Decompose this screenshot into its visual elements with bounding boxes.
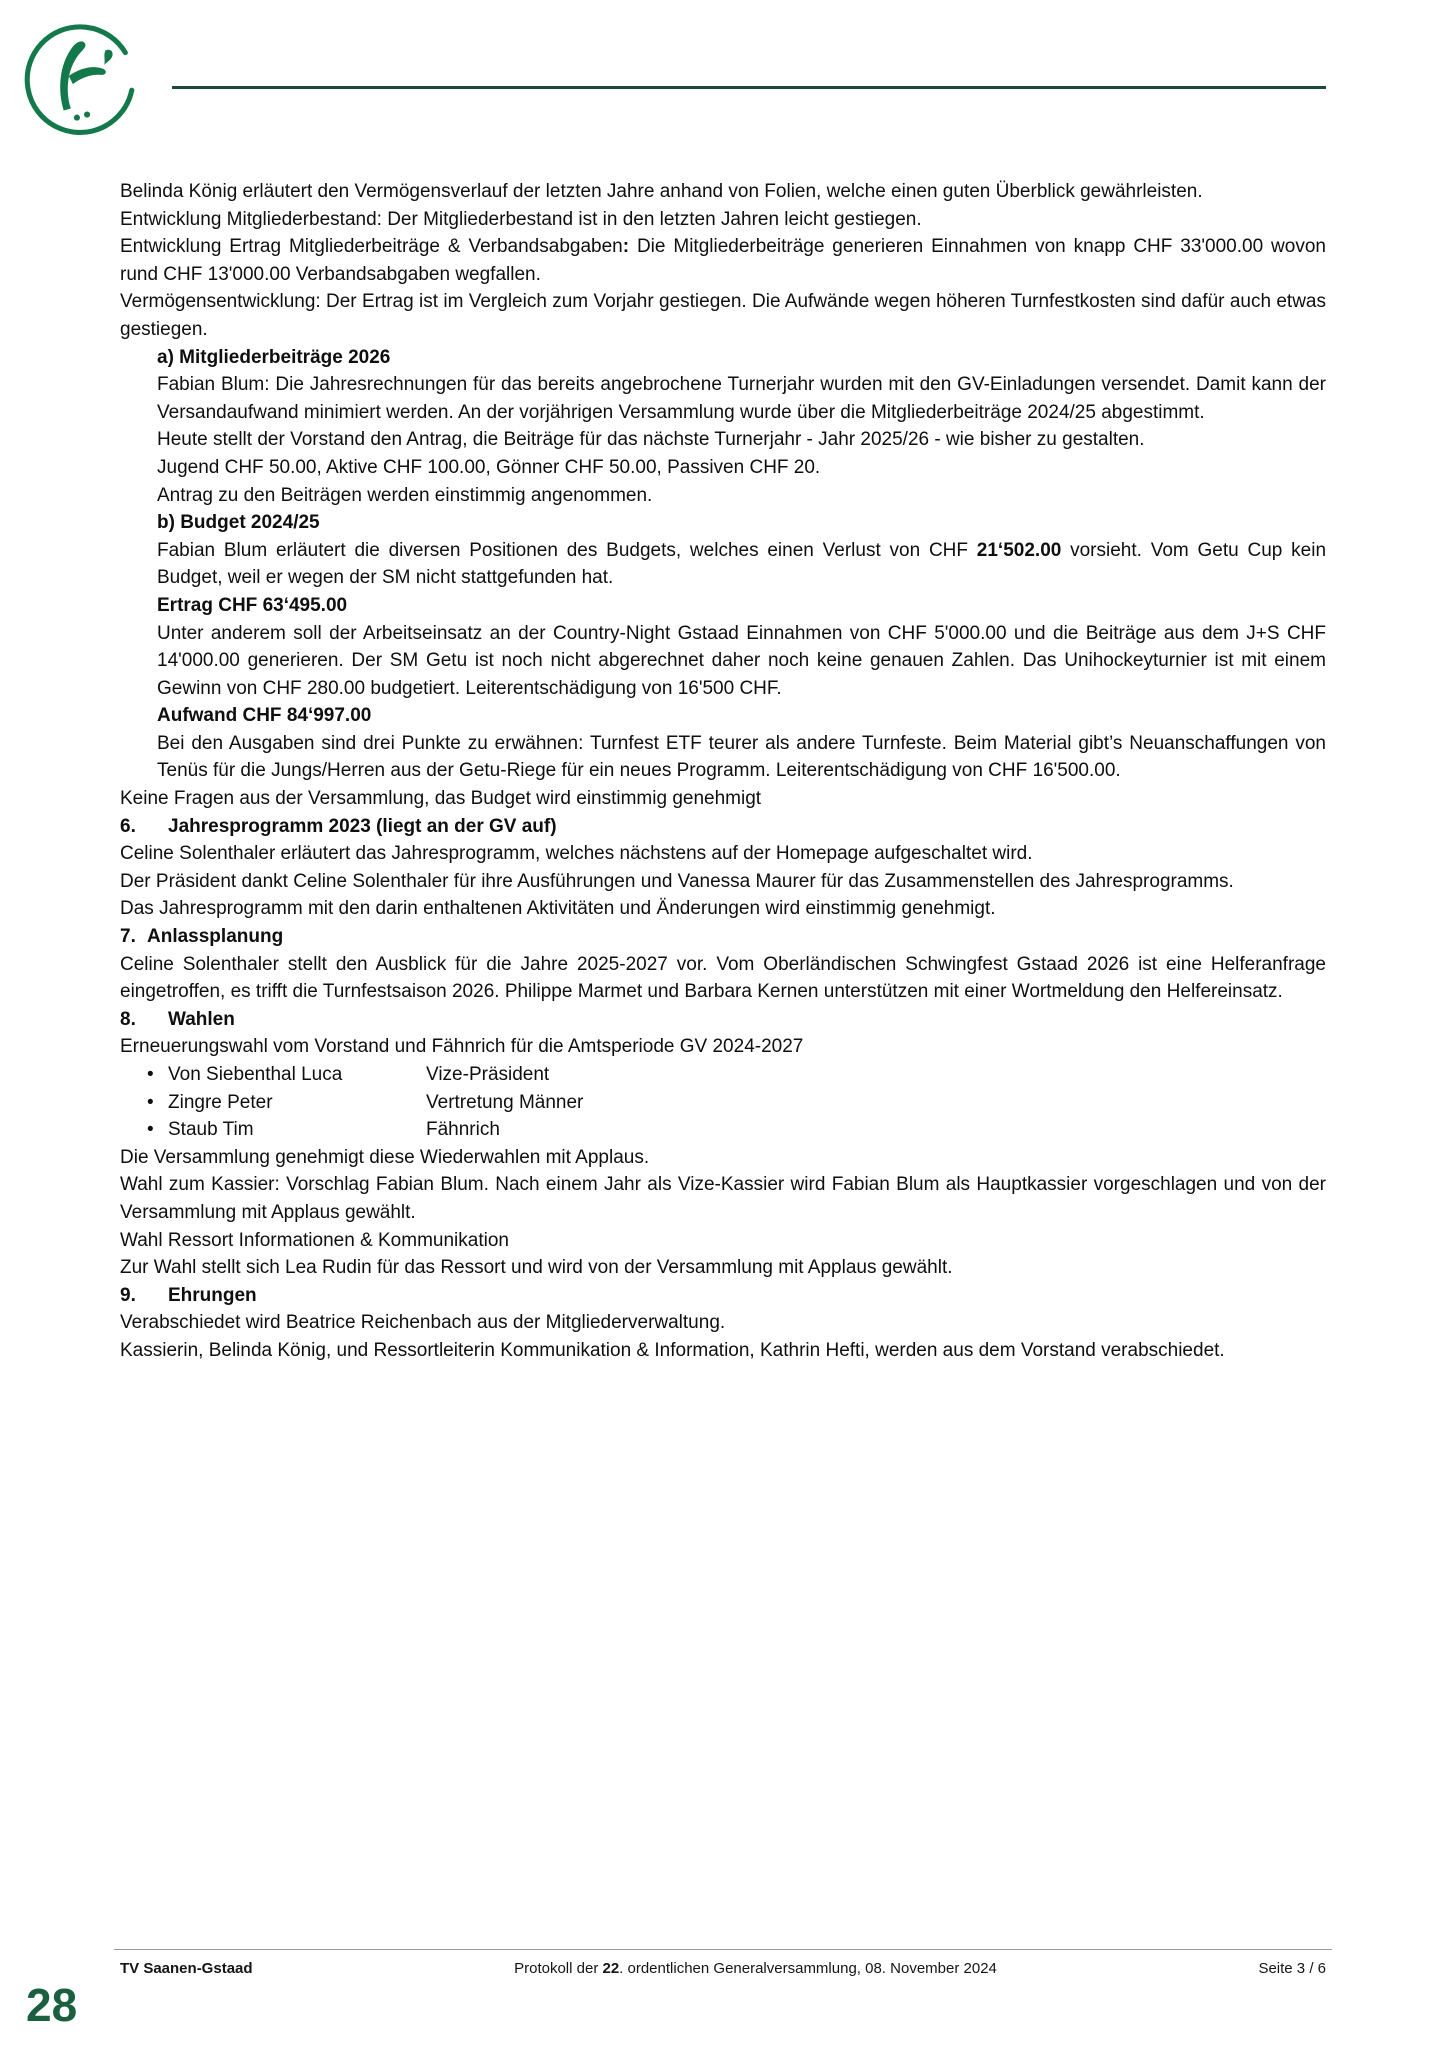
- section-title: Jahresprogramm 2023 (liegt an der GV auf): [168, 815, 557, 837]
- paragraph: Jugend CHF 50.00, Aktive CHF 100.00, Gönner CHF 50.00, Passiven CHF 20.: [157, 456, 821, 478]
- candidate-name: Von Siebenthal Luca: [168, 1064, 343, 1085]
- section-title: Wahlen: [168, 1008, 235, 1030]
- document-body: [120, 178, 1326, 1365]
- section-number: 9.: [120, 1284, 136, 1306]
- paragraph: Heute stellt der Vorstand den Antrag, die Beiträge für das nächste Turnerjahr - Jahr 2025/26 - wie bisher zu gestalten.: [157, 429, 1145, 451]
- paragraph: Belinda König erläutert den Vermögensverlauf der letzten Jahre anhand von Folien, welche einen guten Überblick gewährleisten.: [120, 181, 1203, 202]
- page-number-large: 28: [26, 1979, 78, 2031]
- list-item: [120, 1089, 1326, 1117]
- paragraph: Antrag zu den Beiträgen werden einstimmig angenommen.: [157, 484, 653, 506]
- section-number: 6.: [120, 815, 136, 837]
- footer-document-title: [253, 1960, 1259, 1977]
- paragraph: Die Versammlung genehmigt diese Wiederwahlen mit Applaus.: [120, 1146, 650, 1168]
- section-heading-9: [120, 1282, 1326, 1310]
- paragraph: Kassierin, Belinda König, und Ressortleiterin Kommunikation & Information, Kathrin Hefti, werden aus dem Vorstand verabschiedet.: [120, 1339, 1225, 1361]
- bullet-icon: •: [147, 1119, 154, 1141]
- paragraph: Celine Solenthaler erläutert das Jahresprogramm, welches nächstens auf der Homepage aufgeschaltet wird.: [120, 843, 1033, 865]
- ertrag-heading: Ertrag CHF 63‘495.00: [157, 594, 348, 616]
- election-list: [120, 1061, 1326, 1144]
- candidate-role: Fähnrich: [426, 1119, 500, 1141]
- paragraph-text: Entwicklung Ertrag Mitgliederbeiträge & Verbandsabgaben: [120, 236, 623, 258]
- footer: [120, 1960, 1326, 1977]
- section-heading-7: [120, 923, 1326, 951]
- paragraph-bold-text: :: [622, 236, 630, 258]
- indented-block: [157, 344, 1326, 786]
- list-item: [120, 1061, 1326, 1089]
- paragraph-text: Fabian Blum erläutert die diversen Positionen des Budgets, welches einen Verlust von CHF: [157, 539, 977, 561]
- paragraph: Erneuerungswahl vom Vorstand und Fähnrich für die Amtsperiode GV 2024-2027: [120, 1036, 804, 1058]
- subsection-heading-b: b) Budget 2024/25: [157, 512, 320, 534]
- budget-loss-amount: 21‘502.00: [976, 539, 1062, 561]
- section-title: Anlassplanung: [147, 926, 284, 948]
- list-item: [120, 1116, 1326, 1144]
- aufwand-heading: Aufwand CHF 84‘997.00: [157, 705, 372, 727]
- section-number: 8.: [120, 1008, 136, 1030]
- paragraph: Wahl zum Kassier: Vorschlag Fabian Blum. Nach einem Jahr als Vize-Kassier wird Fabian Blum als Hauptkassier vorgeschlagen und von der Versammlung mit Applaus gewählt.: [120, 1174, 1326, 1223]
- gymnast-icon: [16, 12, 148, 144]
- assembly-number: 22: [602, 1960, 620, 1977]
- paragraph: Bei den Ausgaben sind drei Punkte zu erwähnen: Turnfest ETF teurer als andere Turnfeste. Beim Material gibt’s Neuanschaffungen von Tenüs für die Jungs/Herren aus der Getu-Riege für ein neues Programm. Leiterentschädigung von CHF 16'500.00.: [157, 732, 1326, 782]
- paragraph: [157, 537, 1326, 592]
- paragraph: Das Jahresprogramm mit den darin enthaltenen Aktivitäten und Änderungen wird einstimmig genehmigt.: [120, 898, 996, 920]
- candidate-role: Vertretung Männer: [426, 1091, 584, 1113]
- paragraph: Der Präsident dankt Celine Solenthaler für ihre Ausführungen und Vanessa Maurer für das Zusammenstellen des Jahresprogramms.: [120, 870, 1234, 892]
- header-rule: [172, 86, 1326, 89]
- section-heading-6: [120, 813, 1326, 841]
- club-logo: [16, 12, 148, 144]
- paragraph: Verabschiedet wird Beatrice Reichenbach aus der Mitgliederverwaltung.: [120, 1312, 726, 1334]
- paragraph-text: vorsieht. Vom Getu Cup kein Budget, weil er wegen der SM nicht stattgefunden hat.: [157, 539, 1327, 589]
- section-number: 7.: [120, 926, 136, 948]
- paragraph: Unter anderem soll der Arbeitseinsatz an der Country-Night Gstaad Einnahmen von CHF 5'000.00 und die Beiträge aus dem J+S CHF 14'000.00 generieren. Der SM Getu ist noch nicht abgerechnet daher noch keine genauen Zahlen. Das Unihockeyturnier ist mit einem Gewinn von CHF 280.00 budgetiert. Leiterentschädigung von 16'500 CHF.: [157, 622, 1326, 699]
- footer-rule: [114, 1949, 1332, 1950]
- paragraph: Vermögensentwicklung: Der Ertrag ist im Vergleich zum Vorjahr gestiegen. Die Aufwände wegen höheren Turnfestkosten sind dafür auch etwas gestiegen.: [120, 291, 1326, 340]
- candidate-name: Zingre Peter: [168, 1091, 273, 1113]
- paragraph: Zur Wahl stellt sich Lea Rudin für das Ressort und wird von der Versammlung mit Applaus gewählt.: [120, 1257, 953, 1279]
- footer-page-indicator: Seite 3 / 6: [1258, 1960, 1326, 1977]
- paragraph: Fabian Blum: Die Jahresrechnungen für das bereits angebrochene Turnerjahr wurden mit den GV-Einladungen versendet. Damit kann der Versandaufwand minimiert werden. An der vorjährigen Versammlung wurde über die Mitgliederbeiträge 2024/25 abgestimmt.: [157, 374, 1326, 423]
- paragraph-text: Die Mitgliederbeiträge generieren Einnahmen von knapp CHF 33'000.00 wovon rund CHF 13'000.00 Verbandsabgaben wegfallen.: [120, 236, 1326, 285]
- paragraph: [120, 233, 1326, 288]
- section-title: Ehrungen: [168, 1284, 257, 1306]
- footer-text: . ordentlichen Generalversammlung, 08. November 2024: [619, 1960, 997, 1977]
- bullet-icon: •: [147, 1091, 154, 1113]
- section-heading-8: [120, 1006, 1326, 1034]
- paragraph: Wahl Ressort Informationen & Kommunikation: [120, 1229, 509, 1251]
- subsection-heading-a: a) Mitgliederbeiträge 2026: [157, 346, 391, 368]
- candidate-name: Staub Tim: [168, 1119, 254, 1141]
- paragraph: Keine Fragen aus der Versammlung, das Budget wird einstimmig genehmigt: [120, 788, 762, 810]
- footer-club-name: TV Saanen-Gstaad: [120, 1960, 253, 1977]
- paragraph: Celine Solenthaler stellt den Ausblick für die Jahre 2025-2027 vor. Vom Oberländischen Schwingfest Gstaad 2026 ist eine Helferanfrage eingetroffen, es trifft die Turnfestsaison 2026. Philippe Marmet und Barbara Kernen unterstützen mit einer Wortmeldung den Helfereinsatz.: [120, 953, 1326, 1003]
- paragraph: Entwicklung Mitgliederbestand: Der Mitgliederbestand ist in den letzten Jahren leicht gestiegen.: [120, 208, 922, 230]
- candidate-role: Vize-Präsident: [426, 1064, 550, 1085]
- bullet-icon: •: [147, 1064, 154, 1085]
- footer-text: Protokoll der: [514, 1960, 603, 1977]
